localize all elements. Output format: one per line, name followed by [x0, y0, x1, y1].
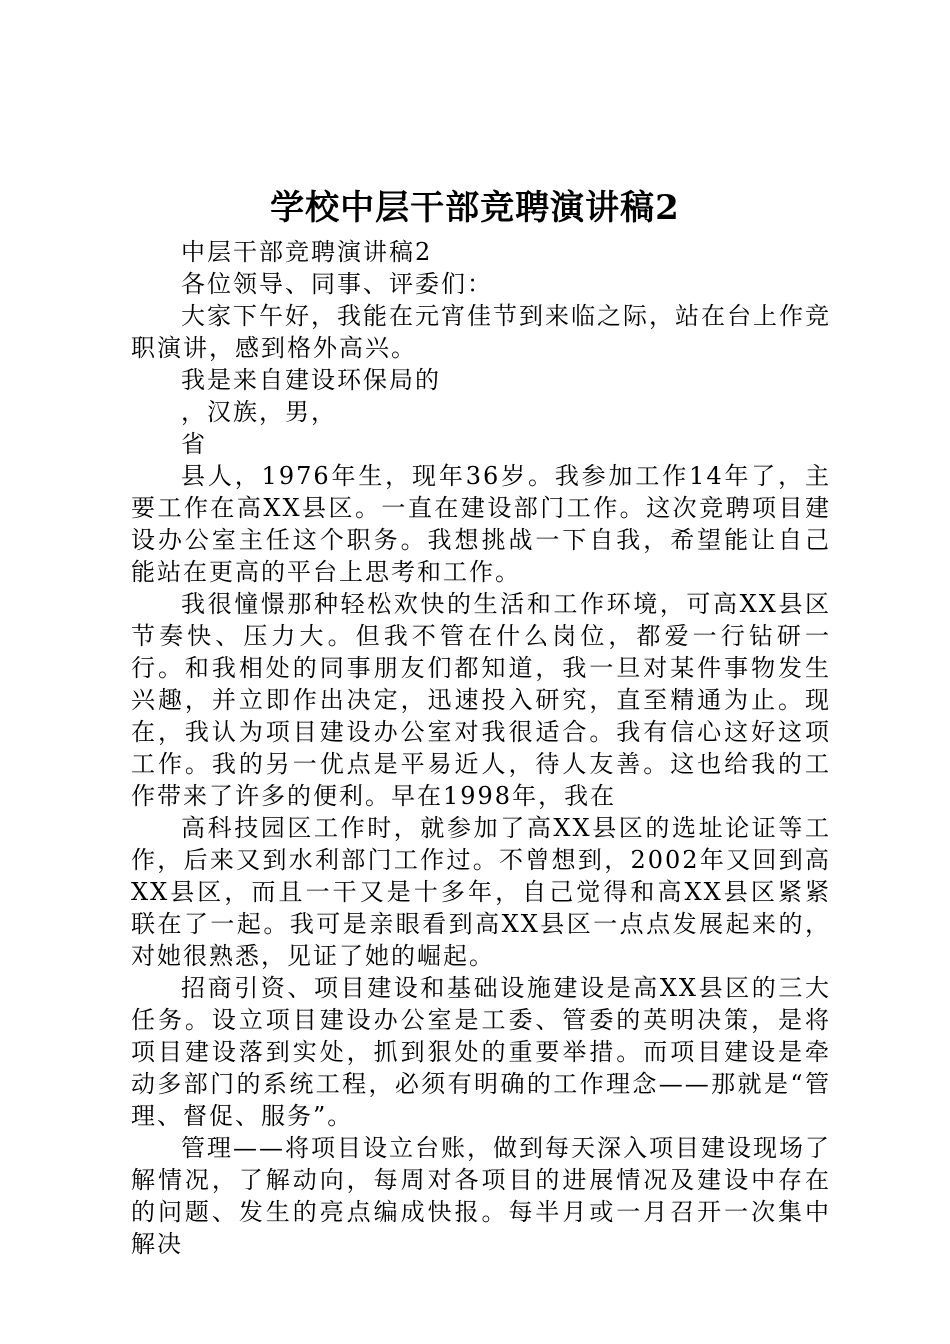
paragraph: 县人，1976年生，现年36岁。我参加工作14年了，主要工作在高XX县区。一直在建设部门工作。这次竞聘项目建设办公室主任这个职务。我想挑战一下自我，希望能让自己能站在更高的平台上思考和工作。 [131, 462, 831, 586]
paragraph: 我很憧憬那种轻松欢快的生活和工作环境，可高XX县区节奏快、压力大。但我不管在什么岗位，都爱一行钻研一行。和我相处的同事朋友们都知道，我一旦对某件事物发生兴趣，并立即作出决定，迅速投入研究，直至精通为止。现在，我认为项目建设办公室对我很适合。我有信心这好这项工作。我的另一优点是平易近人，待人友善。这也给我的工作带来了许多的便利。早在1998年，我在 [131, 590, 831, 810]
paragraph: 大家下午好，我能在元宵佳节到来临之际，站在台上作竞职演讲，感到格外高兴。 [131, 302, 831, 362]
paragraph: 省 [181, 430, 207, 458]
paragraph: 各位领导、同事、评委们： [181, 270, 493, 298]
paragraph: 高科技园区工作时，就参加了高XX县区的选址论证等工作，后来又到水利部门工作过。不曾想到，2002年又回到高XX县区，而且一干又是十多年，自己觉得和高XX县区紧紧联在了一起。我可是亲眼看到高XX县区一点点发展起来的，对她很熟悉，见证了她的崛起。 [131, 814, 831, 970]
paragraph: 管理——将项目设立台账，做到每天深入项目建设现场了解情况，了解动向，每周对各项目的进展情况及建设中存在的问题、发生的亮点编成快报。每半月或一月召开一次集中解决 [131, 1134, 831, 1258]
document-body [131, 236, 831, 1260]
paragraph: 我是来自建设环保局的 [181, 366, 441, 394]
document-title: 学校中层干部竞聘演讲稿2 [270, 188, 680, 228]
paragraph: ，汉族，男， [181, 398, 337, 426]
paragraph: 招商引资、项目建设和基础设施建设是高XX县区的三大任务。设立项目建设办公室是工委、管委的英明决策，是将项目建设落到实处，抓到狠处的重要举措。而项目建设是牵动多部门的系统工程，必须有明确的工作理念——那就是“管理、督促、服务”。 [131, 974, 831, 1130]
paragraph: 中层干部竞聘演讲稿2 [181, 238, 433, 266]
